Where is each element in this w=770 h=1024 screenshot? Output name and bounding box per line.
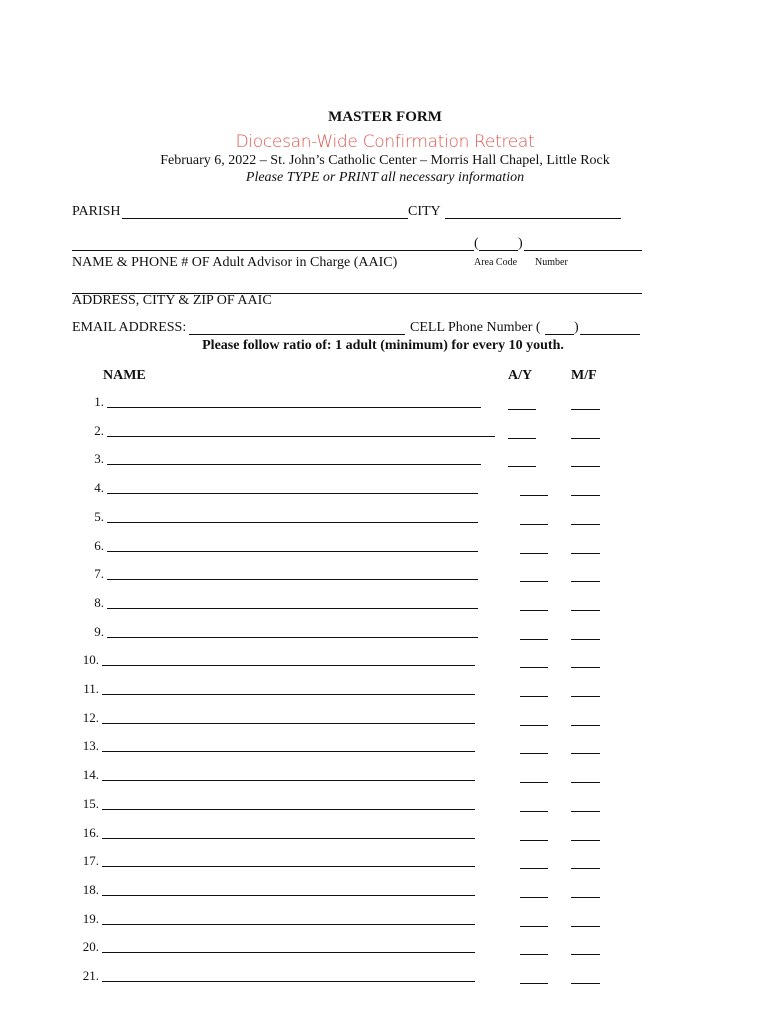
attendee-name-field[interactable]	[107, 608, 478, 609]
row-number: 7.	[94, 566, 104, 582]
attendee-name-field[interactable]	[102, 809, 475, 810]
attendee-mf-field[interactable]	[571, 553, 600, 554]
area-code-field[interactable]	[479, 250, 518, 251]
parish-field[interactable]	[122, 218, 408, 219]
attendee-mf-field[interactable]	[571, 667, 600, 668]
row-number: 5.	[94, 508, 104, 524]
attendee-name-field[interactable]	[107, 551, 478, 552]
attendee-name-field[interactable]	[107, 464, 481, 465]
attendee-name-field[interactable]	[102, 924, 475, 925]
email-field[interactable]	[189, 334, 405, 335]
attendee-ay-field[interactable]	[520, 897, 548, 898]
attendee-name-field[interactable]	[102, 751, 475, 752]
row-number: 4.	[94, 480, 104, 496]
row-number: 18.	[82, 881, 99, 897]
row-number: 1.	[94, 394, 104, 409]
row-number: 9.	[94, 623, 104, 639]
row-number: 20.	[82, 939, 99, 955]
attendee-name-field[interactable]	[102, 866, 475, 867]
attendee-name-field[interactable]	[107, 637, 478, 638]
row-number: 8.	[94, 594, 104, 610]
attendee-mf-field[interactable]	[571, 438, 600, 439]
attendee-ay-field[interactable]	[520, 725, 548, 726]
attendee-ay-field[interactable]	[520, 553, 548, 554]
row-number: 14.	[82, 767, 99, 783]
attendee-ay-field[interactable]	[508, 409, 536, 410]
attendee-ay-field[interactable]	[520, 667, 548, 668]
attendee-ay-field[interactable]	[520, 610, 548, 611]
attendee-name-field[interactable]	[102, 952, 475, 953]
attendee-ay-field[interactable]	[520, 753, 548, 754]
row-number: 10.	[82, 652, 99, 668]
attendee-ay-field[interactable]	[520, 782, 548, 783]
attendee-name-field[interactable]	[102, 895, 475, 896]
email-label: EMAIL ADDRESS:	[72, 320, 187, 335]
form-instructions: Please TYPE or PRINT all necessary information	[245, 170, 525, 185]
attendee-mf-field[interactable]	[571, 466, 600, 467]
attendee-ay-field[interactable]	[520, 926, 548, 927]
event-details: February 6, 2022 – St. John’s Catholic Center – Morris Hall Chapel, Little Rock	[160, 153, 610, 168]
row-number: 19.	[82, 910, 99, 926]
mf-column-header: M/F	[571, 368, 597, 383]
advisor-label: NAME & PHONE # OF Adult Advisor in Charge (AAIC)	[72, 255, 398, 270]
attendee-mf-field[interactable]	[571, 840, 600, 841]
ay-column-header: A/Y	[508, 368, 533, 383]
attendee-mf-field[interactable]	[571, 409, 600, 410]
row-number: 6.	[94, 537, 104, 553]
attendee-name-field[interactable]	[102, 665, 475, 666]
attendee-ay-field[interactable]	[520, 696, 548, 697]
attendee-mf-field[interactable]	[571, 811, 600, 812]
attendee-ay-field[interactable]	[520, 868, 548, 869]
form-title: MASTER FORM	[328, 109, 442, 125]
attendee-name-field[interactable]	[107, 407, 481, 408]
parish-label: PARISH	[72, 204, 121, 219]
attendee-mf-field[interactable]	[571, 639, 600, 640]
phone-number-field[interactable]	[524, 250, 642, 251]
advisor-name-field[interactable]	[72, 250, 474, 251]
attendee-ay-field[interactable]	[520, 639, 548, 640]
attendee-ay-field[interactable]	[520, 983, 548, 984]
attendee-name-field[interactable]	[102, 981, 475, 982]
form-subtitle: Diocesan-Wide Confirmation Retreat	[235, 132, 535, 152]
attendee-name-field[interactable]	[107, 436, 495, 437]
attendee-ay-field[interactable]	[520, 524, 548, 525]
row-number: 11.	[83, 681, 99, 696]
cell-number-field[interactable]	[580, 334, 640, 335]
attendee-mf-field[interactable]	[571, 610, 600, 611]
row-number: 3.	[94, 451, 104, 467]
row-number: 16.	[82, 824, 99, 840]
attendee-ay-field[interactable]	[508, 466, 536, 467]
row-number: 17.	[82, 853, 99, 869]
row-number: 21.	[82, 968, 99, 983]
attendee-ay-field[interactable]	[508, 438, 536, 439]
cell-label: CELL Phone Number (	[410, 320, 541, 335]
cell-close-paren: )	[574, 320, 579, 335]
attendee-ay-field[interactable]	[520, 495, 548, 496]
attendee-mf-field[interactable]	[571, 524, 600, 525]
attendee-name-field[interactable]	[107, 522, 478, 523]
row-number: 12.	[82, 709, 99, 725]
attendee-name-field[interactable]	[107, 579, 478, 580]
attendee-mf-field[interactable]	[571, 954, 600, 955]
attendee-mf-field[interactable]	[571, 926, 600, 927]
attendee-name-field[interactable]	[102, 694, 475, 695]
city-field[interactable]	[445, 218, 621, 219]
name-column-header: NAME	[103, 368, 146, 383]
attendee-mf-field[interactable]	[571, 983, 600, 984]
attendee-mf-field[interactable]	[571, 725, 600, 726]
attendee-ay-field[interactable]	[520, 811, 548, 812]
attendee-mf-field[interactable]	[571, 782, 600, 783]
address-label: ADDRESS, CITY & ZIP OF AAIC	[72, 293, 272, 308]
attendee-ay-field[interactable]	[520, 840, 548, 841]
area-code-label: Area Code	[474, 257, 518, 268]
attendee-mf-field[interactable]	[571, 753, 600, 754]
attendee-name-field[interactable]	[102, 723, 475, 724]
attendee-mf-field[interactable]	[571, 897, 600, 898]
row-number: 2.	[94, 422, 104, 438]
attendee-mf-field[interactable]	[571, 868, 600, 869]
cell-area-code-field[interactable]	[545, 334, 574, 335]
phone-close-paren: )	[518, 236, 523, 251]
city-label: CITY	[408, 204, 441, 219]
attendee-name-field[interactable]	[102, 780, 475, 781]
attendee-name-field[interactable]	[107, 493, 478, 494]
row-number: 13.	[82, 738, 99, 754]
ratio-note: Please follow ratio of: 1 adult (minimum) for every 10 youth.	[202, 338, 564, 353]
attendee-ay-field[interactable]	[520, 581, 548, 582]
phone-open-paren: (	[474, 236, 479, 251]
attendee-mf-field[interactable]	[571, 495, 600, 496]
number-label: Number	[535, 257, 568, 268]
attendee-ay-field[interactable]	[520, 954, 548, 955]
attendee-name-field[interactable]	[102, 838, 475, 839]
attendee-mf-field[interactable]	[571, 696, 600, 697]
attendee-mf-field[interactable]	[571, 581, 600, 582]
row-number: 15.	[82, 795, 99, 811]
